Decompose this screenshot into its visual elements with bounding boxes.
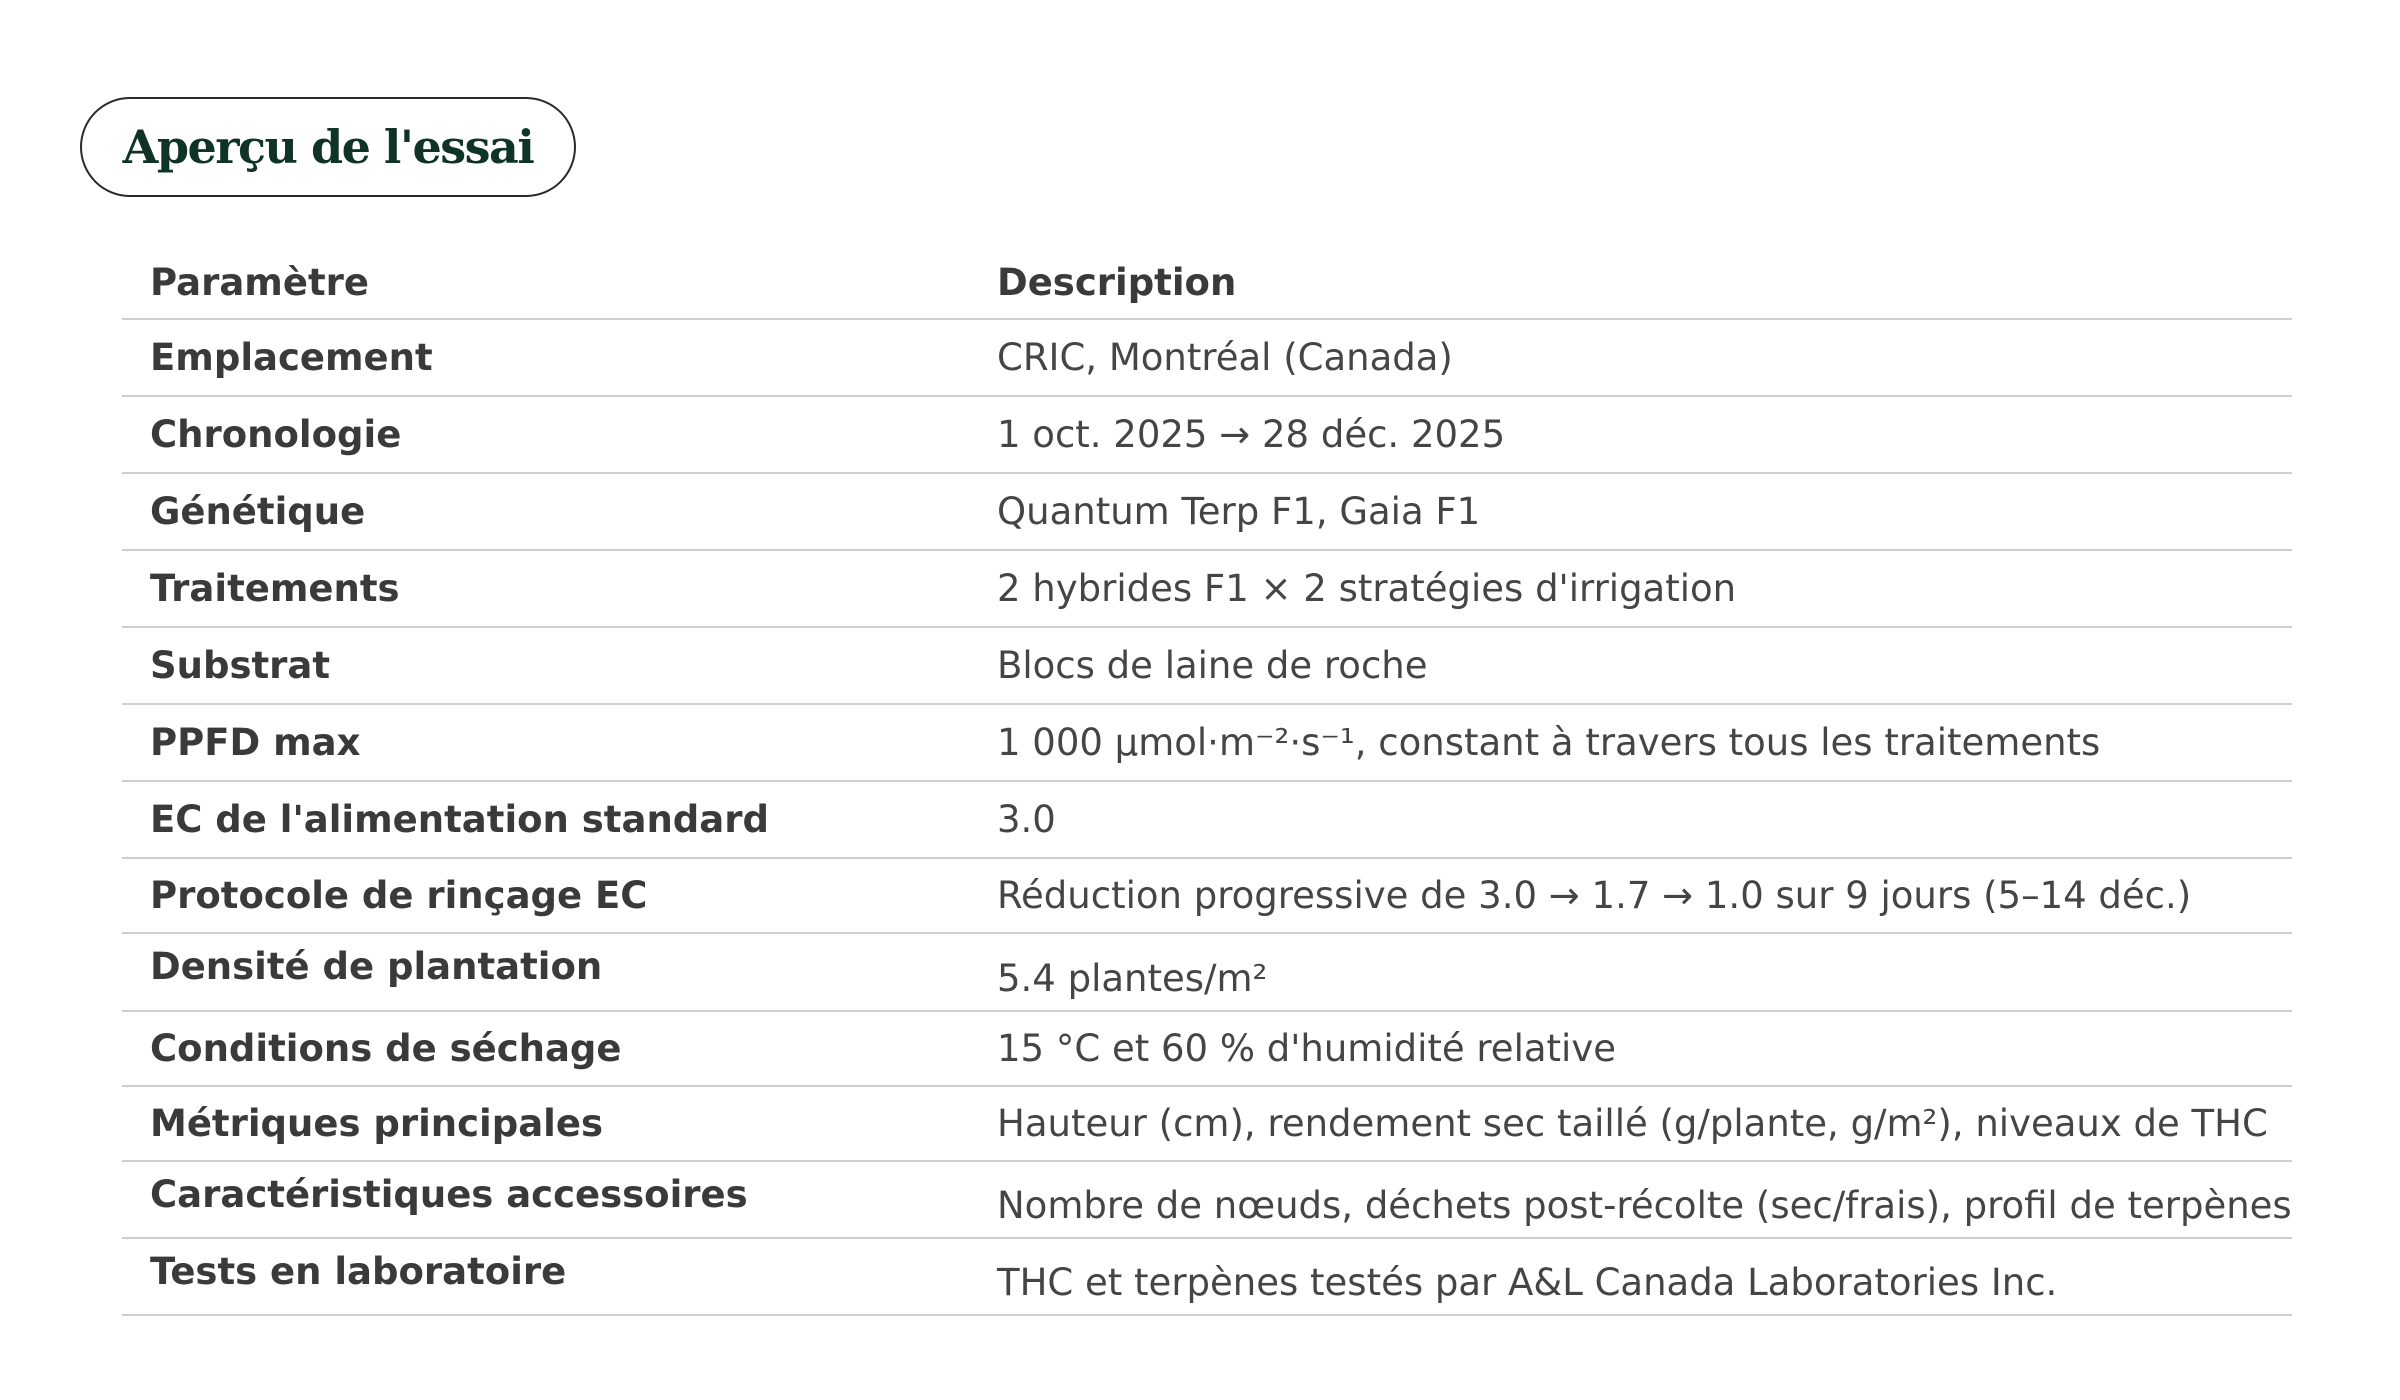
row-description: Blocs de laine de roche xyxy=(997,644,1428,687)
table-row xyxy=(122,628,2292,705)
row-parameter: Chronologie xyxy=(150,413,402,456)
table-row xyxy=(122,859,2292,934)
row-description: 2 hybrides F1 × 2 stratégies d'irrigation xyxy=(997,567,1737,610)
row-description: Nombre de nœuds, déchets post-récolte (sec/frais), profil de terpènes xyxy=(997,1184,2292,1227)
row-description: 3.0 xyxy=(997,798,1056,841)
row-parameter: Conditions de séchage xyxy=(150,1027,622,1070)
row-parameter: PPFD max xyxy=(150,721,361,764)
table-header-row xyxy=(122,246,2292,320)
row-parameter: Traitements xyxy=(150,567,400,610)
row-parameter: Substrat xyxy=(150,644,331,687)
row-description: Réduction progressive de 3.0 → 1.7 → 1.0 sur 9 jours (5–14 déc.) xyxy=(997,874,2192,917)
row-description: CRIC, Montréal (Canada) xyxy=(997,336,1453,379)
row-parameter: Protocole de rinçage EC xyxy=(150,874,648,917)
table-row xyxy=(122,1012,2292,1087)
row-parameter: Tests en laboratoire xyxy=(150,1249,567,1293)
table-row xyxy=(122,934,2292,1012)
column-header-description: Description xyxy=(997,260,1237,304)
row-parameter: Métriques principales xyxy=(150,1102,603,1145)
table-row xyxy=(122,705,2292,782)
row-description: Hauteur (cm), rendement sec taillé (g/plante, g/m²), niveaux de THC xyxy=(997,1102,2268,1145)
section-title: Aperçu de l'essai xyxy=(122,120,534,174)
table-row xyxy=(122,1087,2292,1162)
row-parameter: Densité de plantation xyxy=(150,944,603,988)
table-row xyxy=(122,397,2292,474)
row-parameter: Emplacement xyxy=(150,336,433,379)
row-parameter: Caractéristiques accessoires xyxy=(150,1172,748,1216)
column-header-parameter: Paramètre xyxy=(150,260,369,304)
row-description: 1 000 µmol·m⁻²·s⁻¹, constant à travers tous les traitements xyxy=(997,721,2101,764)
table-row xyxy=(122,1239,2292,1316)
row-description: 5.4 plantes/m² xyxy=(997,956,1268,1000)
table-row xyxy=(122,474,2292,551)
row-description: 15 °C et 60 % d'humidité relative xyxy=(997,1027,1616,1070)
table-row xyxy=(122,551,2292,628)
row-parameter: Génétique xyxy=(150,490,366,533)
table-row xyxy=(122,1162,2292,1239)
row-description: Quantum Terp F1, Gaia F1 xyxy=(997,490,1481,533)
row-parameter: EC de l'alimentation standard xyxy=(150,798,769,841)
section-title-pill xyxy=(80,97,576,197)
row-description: 1 oct. 2025 → 28 déc. 2025 xyxy=(997,413,1506,456)
table-row xyxy=(122,320,2292,397)
row-description: THC et terpènes testés par A&L Canada Laboratories Inc. xyxy=(997,1261,2058,1304)
table-row xyxy=(122,782,2292,859)
